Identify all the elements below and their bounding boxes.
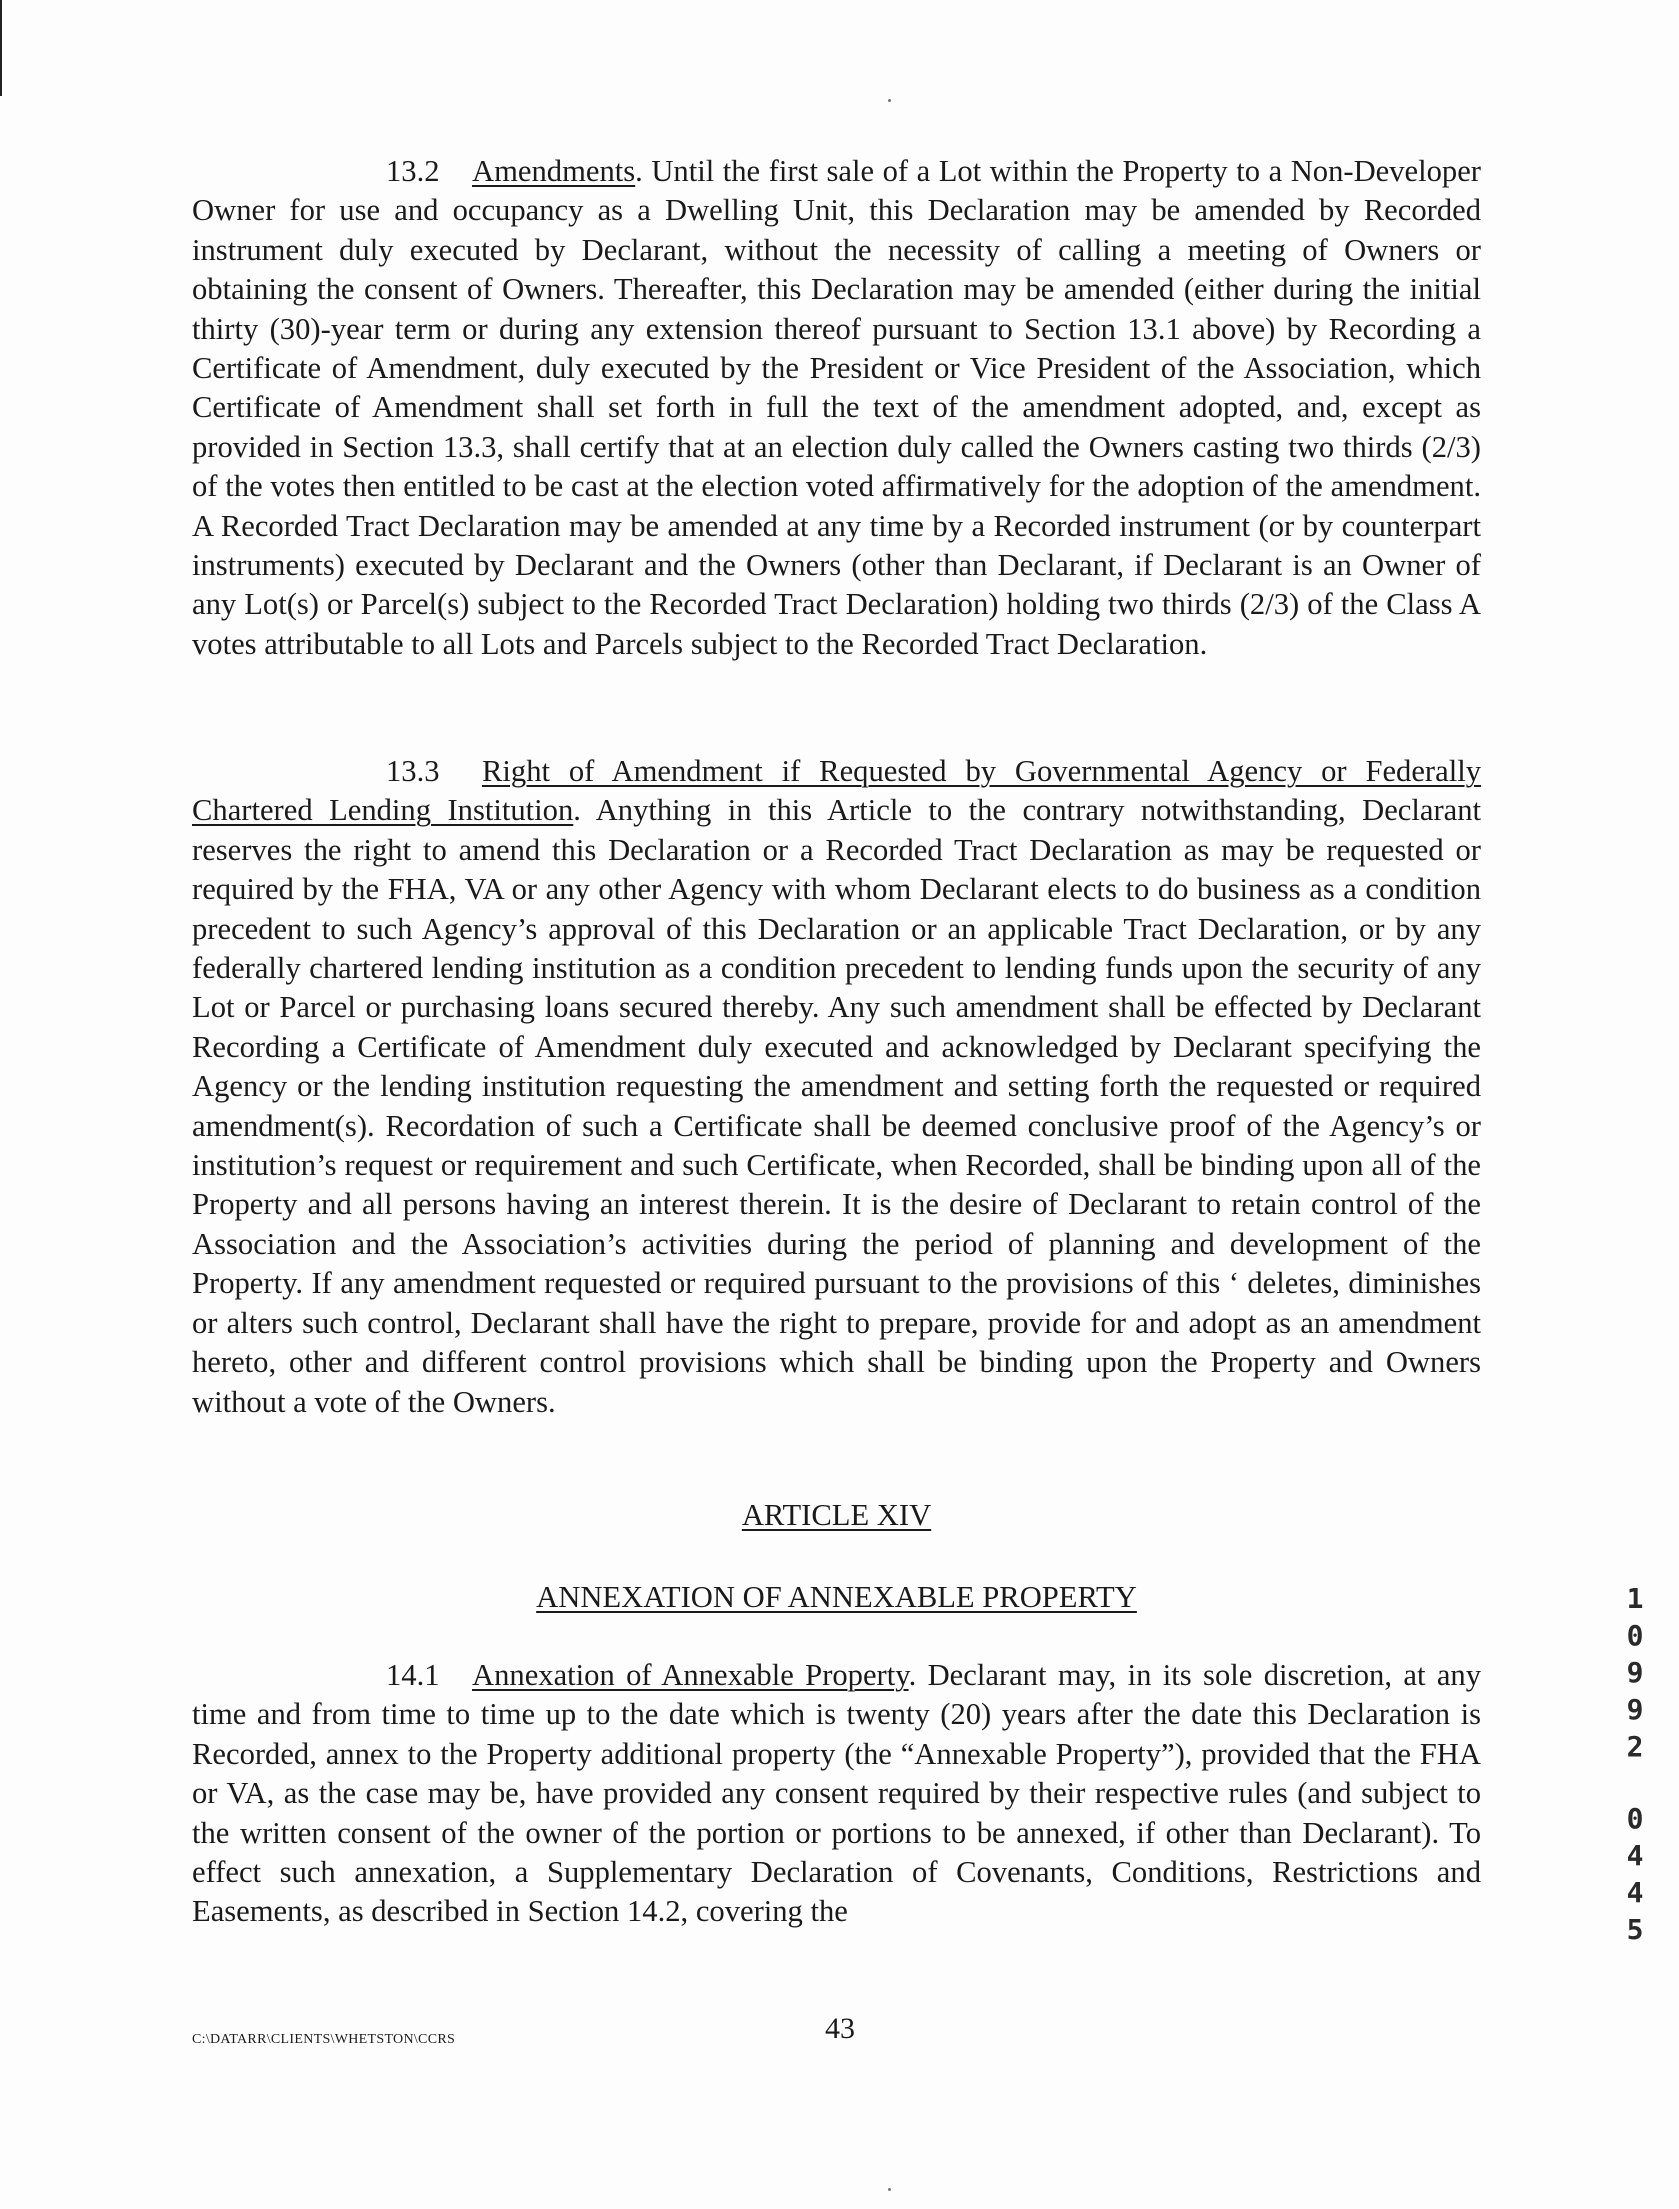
stamp-digit: 9 [1626, 1693, 1644, 1726]
stamp-digit: 5 [1626, 1913, 1644, 1946]
section-body: . Declarant may, in its sole discretion, at any time and from time to time up to the date which is twenty (20) years after the date this Declaration is Recorded, annex to the Property additional property (the “Annexable Property”), provided that the FHA or VA, as the case may be, have provided any consent required by their respective rules (and subject to the written consent of the owner of the portion or portions to be annexed, if other than Declarant). To effect such annexation, a Supplementary Declaration of Covenants, Conditions, Restrictions and Easements, as described in Section 14.2, covering the [192, 1658, 1481, 1929]
margin-recording-stamp-1 [1624, 1580, 1646, 1765]
stamp-digit: 4 [1626, 1839, 1644, 1872]
scan-speck [888, 99, 891, 102]
section-number: 14.1 [386, 1658, 440, 1692]
stamp-digit: 0 [1626, 1802, 1644, 1835]
section-13-3 [192, 752, 1481, 1422]
article-label: ARTICLE XIV [741, 1498, 932, 1532]
footer-file-path: C:\DATARR\CLIENTS\WHETSTON\CCRS [192, 2032, 456, 2047]
stamp-digit: 2 [1626, 1730, 1644, 1763]
section-14-1 [192, 1656, 1481, 1932]
section-13-2 [192, 152, 1481, 664]
article-title: ANNEXATION OF ANNEXABLE PROPERTY [536, 1580, 1137, 1614]
stamp-digit: 4 [1626, 1876, 1644, 1909]
section-title: Annexation of Annexable Property [472, 1658, 909, 1692]
margin-recording-stamp-2 [1624, 1800, 1646, 1948]
stamp-digit: 1 [1626, 1582, 1644, 1615]
scan-speck [888, 2188, 891, 2191]
page-number: 43 [825, 2012, 855, 2045]
section-number: 13.3 [386, 754, 440, 788]
stamp-digit: 9 [1626, 1656, 1644, 1689]
scan-edge-mark [0, 0, 2, 96]
section-title: Amendments [472, 154, 636, 188]
section-title: Right of Amendment if Requested by Governmental Agency or Federally Chartered Lending Institution [192, 754, 1481, 828]
section-body: . Anything in this Article to the contrary notwithstanding, Declarant reserves the right to amend this Declaration or a Recorded Tract Declaration as may be requested or required by the FHA, VA or any other Agency with whom Declarant elects to do business as a condition precedent to such Agency’s approval of this Declaration or an applicable Tract Declaration, or by any federally chartered lending institution as a condition precedent to lending funds upon the security of any Lot or Parcel or purchasing loans secured thereby. Any such amendment shall be effected by Declarant Recording a Certificate of Amendment duly executed and acknowledged by Declarant specifying the Agency or the lending institution requesting the amendment and setting forth the requested or required amendment(s). Recordation of such a Certificate shall be deemed conclusive proof of the Agency’s or institution’s request or requirement and such Certificate, when Recorded, shall be binding upon all of the Property and all persons having an interest therein. It is the desire of Declarant to retain control of the Association and the Association’s activities during the period of planning and development of the Property. If any amendment requested or required pursuant to the provisions of this ‘ deletes, diminishes or alters such control, Declarant shall have the right to prepare, provide for and adopt as an amendment hereto, other and different control provisions which shall be binding upon the Property and Owners without a vote of the Owners. [192, 793, 1482, 1419]
section-number: 13.2 [386, 154, 440, 188]
stamp-digit: 0 [1626, 1619, 1644, 1652]
section-body: . Until the first sale of a Lot within the Property to a Non-Developer Owner for use and occupancy as a Dwelling Unit, this Declaration may be amended by Recorded instrument duly executed by Declarant, without the necessity of calling a meeting of Owners or obtaining the consent of Owners. Thereafter, this Declaration may be amended (either during the initial thirty (30)-year term or during any extension thereof pursuant to Section 13.1 above) by Recording a Certificate of Amendment, duly executed by the President or Vice President of the Association, which Certificate of Amendment shall set forth in full the text of the amendment adopted, and, except as provided in Section 13.3, shall certify that at an election duly called the Owners casting two thirds (2/3) of the votes then entitled to be cast at the election voted affirmatively for the adoption of the amendment. A Recorded Tract Declaration may be amended at any time by a Recorded instrument (or by counterpart instruments) executed by Declarant and the Owners (other than Declarant, if Declarant is an Owner of any Lot(s) or Parcel(s) subject to the Recorded Tract Declaration) holding two thirds (2/3) of the Class A votes attributable to all Lots and Parcels subject to the Recorded Tract Declaration. [192, 154, 1481, 661]
